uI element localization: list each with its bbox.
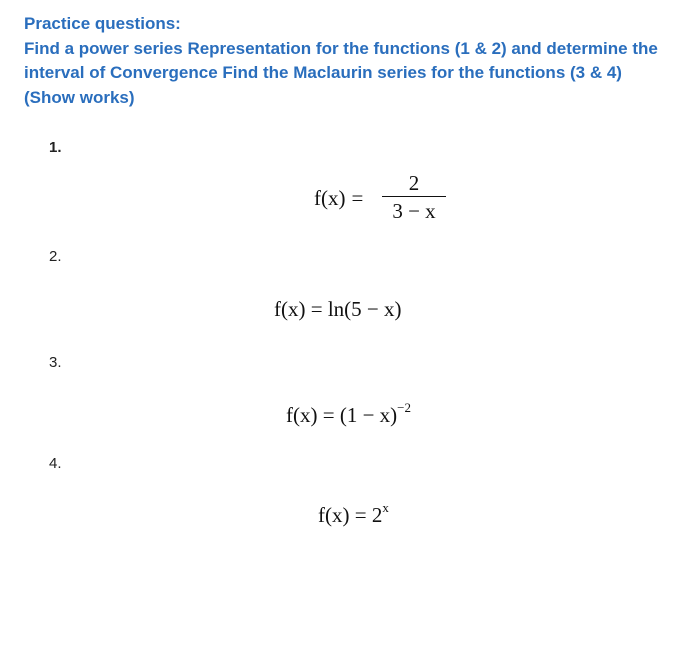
question-3-formula [286, 402, 411, 428]
question-4-base: f(x) = 2 [318, 503, 383, 527]
heading-title: Practice questions: [24, 14, 181, 33]
question-3-base: f(x) = (1 − x) [286, 403, 398, 427]
question-2-number: 2. [49, 248, 62, 265]
heading-line-2: Find a power series Representation for the functions (1 & 2) and determine the [24, 38, 658, 58]
question-1-number: 1. [49, 139, 62, 156]
instructions-heading [24, 12, 689, 110]
heading-line-4: (Show works) [24, 87, 135, 107]
question-4-exponent: x [382, 500, 389, 515]
question-4-number: 4. [49, 455, 62, 472]
question-1-function: f(x) [314, 186, 346, 210]
heading-line-3: interval of Convergence Find the Maclaurin series for the functions (3 & 4) [24, 63, 622, 82]
question-1-fraction [382, 170, 446, 225]
question-1-lhs [314, 186, 369, 211]
question-2-formula: f(x) = ln(5 − x) [274, 297, 402, 321]
question-1-numerator: 2 [408, 171, 420, 195]
question-3-exponent: −2 [397, 400, 411, 415]
question-3-number: 3. [49, 354, 62, 371]
question-4-formula [318, 502, 389, 528]
question-1-equals: = [351, 186, 364, 210]
question-1-denominator: 3 − x [392, 199, 436, 223]
